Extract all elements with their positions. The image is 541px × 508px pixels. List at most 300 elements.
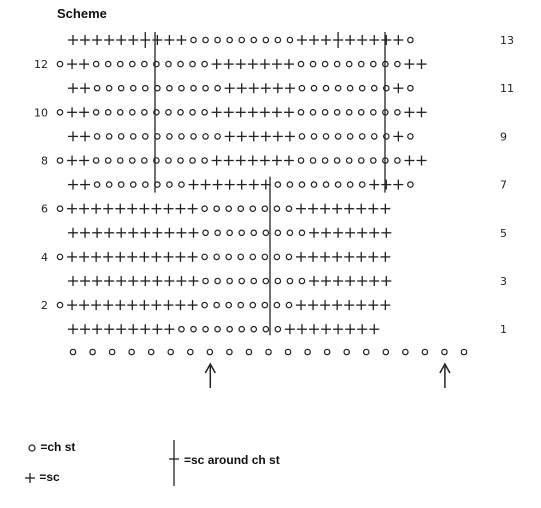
ch-stitch — [106, 158, 111, 163]
sc-stitch — [116, 276, 126, 286]
single-crochet-icon — [24, 472, 36, 484]
sc-stitch — [393, 35, 403, 45]
ch-stitch — [94, 182, 99, 187]
sc-stitch — [92, 35, 102, 45]
ch-stitch — [372, 134, 377, 139]
sc-stitch — [104, 324, 114, 334]
row-number: 2 — [41, 299, 48, 313]
ch-stitch — [347, 158, 352, 163]
sc-stitch — [261, 83, 271, 93]
sc-stitch — [369, 276, 379, 286]
sc-stitch — [417, 107, 427, 117]
sc-stitch — [115, 204, 125, 214]
sc-stitch — [79, 59, 89, 69]
ch-stitch — [94, 134, 99, 139]
sc-stitch — [333, 276, 343, 286]
ch-stitch — [371, 61, 376, 66]
ch-stitch — [347, 86, 352, 91]
sc-stitch — [308, 300, 318, 310]
sc-stitch — [188, 204, 198, 214]
ch-stitch — [239, 230, 244, 235]
ch-stitch — [311, 134, 316, 139]
sc-stitch — [357, 35, 367, 45]
sc-stitch — [151, 252, 161, 262]
sc-stitch — [80, 35, 90, 45]
ch-stitch — [360, 182, 365, 187]
sc-stitch — [248, 59, 258, 69]
sc-stitch — [272, 107, 282, 117]
ch-stitch — [274, 254, 279, 259]
sc-stitch — [320, 204, 330, 214]
ch-stitch — [311, 182, 316, 187]
sc-stitch — [80, 131, 90, 141]
sc-stitch — [344, 252, 354, 262]
row-number: 10 — [34, 106, 48, 120]
ch-stitch — [324, 349, 329, 354]
ch-stitch — [227, 349, 232, 354]
sc-stitch — [151, 300, 161, 310]
ch-stitch — [311, 86, 316, 91]
ch-stitch — [359, 158, 364, 163]
ch-stitch — [106, 61, 111, 66]
ch-stitch — [371, 110, 376, 115]
sc-stitch — [140, 324, 150, 334]
ch-stitch — [142, 61, 147, 66]
sc-stitch — [333, 324, 343, 334]
ch-stitch — [118, 110, 123, 115]
sc-stitch — [369, 35, 379, 45]
sc-stitch — [368, 252, 378, 262]
ch-stitch — [129, 349, 134, 354]
ch-stitch — [262, 302, 267, 307]
ch-stitch — [202, 302, 207, 307]
ch-stitch — [322, 110, 327, 115]
ch-stitch — [299, 278, 304, 283]
sc-stitch — [248, 107, 258, 117]
ch-stitch — [251, 327, 256, 332]
ch-stitch — [299, 86, 304, 91]
ch-stitch — [57, 61, 62, 66]
sc-stitch — [67, 59, 77, 69]
sc-stitch — [393, 180, 403, 190]
sc-stitch — [67, 107, 77, 117]
sc-stitch — [260, 59, 270, 69]
sc-stitch — [139, 300, 149, 310]
ch-stitch — [179, 134, 184, 139]
ch-stitch — [131, 182, 136, 187]
ch-stitch — [266, 349, 271, 354]
sc-stitch — [356, 204, 366, 214]
sc-stitch — [417, 59, 427, 69]
sc-stitch — [321, 276, 331, 286]
ch-stitch — [347, 61, 352, 66]
sc-stitch — [128, 276, 138, 286]
legend-ch-label: =ch st — [40, 440, 76, 454]
sc-stitch — [320, 300, 330, 310]
ch-stitch — [57, 158, 62, 163]
sc-stitch — [249, 131, 259, 141]
sc-stitch — [224, 59, 234, 69]
ch-stitch — [191, 86, 196, 91]
sc-stitch — [67, 252, 77, 262]
ch-stitch — [299, 182, 304, 187]
sc-stitch — [67, 204, 77, 214]
ch-stitch — [334, 61, 339, 66]
sc-stitch — [68, 180, 78, 190]
sc-stitch — [164, 228, 174, 238]
ch-stitch — [202, 158, 207, 163]
sc-stitch — [417, 156, 427, 166]
row-number: 9 — [500, 130, 507, 144]
ch-stitch — [203, 278, 208, 283]
ch-stitch — [57, 110, 62, 115]
ch-stitch — [130, 110, 135, 115]
sc-stitch — [273, 83, 283, 93]
sc-stitch — [139, 204, 149, 214]
ch-stitch — [275, 327, 280, 332]
sc-stitch — [68, 276, 78, 286]
sc-stitch — [369, 228, 379, 238]
ch-stitch — [203, 134, 208, 139]
sc-stitch — [80, 324, 90, 334]
sc-around-ch-icon — [168, 440, 180, 486]
sc-stitch — [344, 300, 354, 310]
ch-stitch — [226, 206, 231, 211]
sc-stitch — [260, 107, 270, 117]
ch-stitch — [238, 254, 243, 259]
ch-stitch — [286, 206, 291, 211]
ch-stitch — [179, 86, 184, 91]
sc-stitch — [79, 204, 89, 214]
ch-stitch — [298, 61, 303, 66]
row-number: 3 — [500, 275, 507, 288]
row-number: 4 — [41, 250, 48, 264]
ch-stitch — [285, 349, 290, 354]
sc-stitch — [79, 252, 89, 262]
ch-stitch — [166, 61, 171, 66]
sc-stitch — [128, 228, 138, 238]
sc-stitch — [321, 228, 331, 238]
ch-stitch — [286, 302, 291, 307]
ch-stitch — [118, 158, 123, 163]
sc-stitch — [332, 204, 342, 214]
ch-stitch — [310, 61, 315, 66]
sc-stitch — [79, 107, 89, 117]
sc-stitch — [92, 324, 102, 334]
sc-stitch — [261, 131, 271, 141]
ch-stitch — [251, 37, 256, 42]
ch-stitch — [119, 182, 124, 187]
sc-stitch — [91, 300, 101, 310]
ch-stitch — [250, 254, 255, 259]
ch-stitch — [359, 61, 364, 66]
sc-stitch — [80, 83, 90, 93]
ch-stitch — [287, 37, 292, 42]
ch-stitch — [364, 349, 369, 354]
ch-stitch — [106, 182, 111, 187]
sc-stitch — [91, 204, 101, 214]
ch-stitch — [167, 134, 172, 139]
sc-stitch — [236, 107, 246, 117]
ch-stitch — [275, 278, 280, 283]
ch-stitch — [322, 61, 327, 66]
sc-stitch — [236, 59, 246, 69]
ch-stitch — [310, 110, 315, 115]
ch-stitch — [403, 349, 408, 354]
legend-sc — [24, 470, 60, 484]
sc-stitch — [296, 204, 306, 214]
sc-stitch — [225, 131, 235, 141]
ch-stitch — [287, 278, 292, 283]
sc-stitch — [261, 180, 271, 190]
ch-stitch — [215, 230, 220, 235]
sc-stitch — [237, 83, 247, 93]
sc-stitch — [380, 252, 390, 262]
ch-stitch — [190, 110, 195, 115]
ch-stitch — [262, 206, 267, 211]
ch-stitch — [263, 278, 268, 283]
sc-stitch — [333, 228, 343, 238]
sc-stitch — [68, 324, 78, 334]
ch-stitch — [344, 349, 349, 354]
sc-stitch — [308, 204, 318, 214]
ch-stitch — [347, 182, 352, 187]
sc-stitch — [128, 324, 138, 334]
sc-stitch — [104, 276, 114, 286]
sc-stitch — [368, 300, 378, 310]
sc-stitch — [79, 300, 89, 310]
sc-stitch — [357, 276, 367, 286]
ch-stitch — [287, 230, 292, 235]
sc-stitch — [140, 276, 150, 286]
ch-stitch — [383, 349, 388, 354]
ch-stitch — [335, 182, 340, 187]
ch-stitch — [334, 158, 339, 163]
ch-stitch — [202, 206, 207, 211]
ch-stitch — [299, 230, 304, 235]
sc-stitch — [404, 107, 414, 117]
sc-stitch — [404, 59, 414, 69]
ch-stitch — [215, 278, 220, 283]
sc-stitch — [176, 204, 186, 214]
ch-stitch — [93, 61, 98, 66]
ch-stitch — [130, 61, 135, 66]
ch-stitch — [250, 302, 255, 307]
sc-stitch — [188, 252, 198, 262]
row-number: 7 — [500, 178, 507, 192]
sc-stitch — [152, 324, 162, 334]
sc-stitch — [225, 180, 235, 190]
ch-stitch — [408, 182, 413, 187]
sc-stitch — [163, 252, 173, 262]
row-number: 5 — [500, 226, 507, 240]
ch-stitch — [347, 134, 352, 139]
sc-stitch — [249, 83, 259, 93]
sc-stitch — [225, 83, 235, 93]
ch-stitch — [298, 158, 303, 163]
ch-stitch — [57, 206, 62, 211]
ch-stitch — [106, 110, 111, 115]
sc-stitch — [176, 252, 186, 262]
sc-stitch — [285, 83, 295, 93]
sc-stitch — [176, 228, 186, 238]
ch-stitch — [251, 230, 256, 235]
ch-stitch — [239, 37, 244, 42]
ch-stitch — [106, 86, 111, 91]
ch-stitch — [215, 37, 220, 42]
sc-stitch — [321, 324, 331, 334]
ch-stitch — [395, 158, 400, 163]
sc-stitch — [321, 35, 331, 45]
sc-stitch — [91, 252, 101, 262]
sc-stitch — [116, 228, 126, 238]
sc-stitch — [345, 276, 355, 286]
ch-stitch — [202, 61, 207, 66]
ch-stitch — [202, 254, 207, 259]
ch-stitch — [190, 61, 195, 66]
ch-stitch — [166, 110, 171, 115]
ch-stitch — [251, 278, 256, 283]
ch-stitch — [215, 134, 220, 139]
ch-stitch — [359, 110, 364, 115]
ch-stitch — [143, 182, 148, 187]
ch-stitch — [395, 110, 400, 115]
sc-stitch — [189, 228, 199, 238]
sc-stitch — [103, 204, 113, 214]
ch-stitch — [214, 302, 219, 307]
ch-stitch — [166, 158, 171, 163]
sc-stitch — [297, 324, 307, 334]
ch-stitch — [323, 182, 328, 187]
ch-stitch — [70, 349, 75, 354]
ch-stitch — [142, 158, 147, 163]
sc-stitch — [127, 252, 137, 262]
ch-stitch — [335, 134, 340, 139]
sc-stitch — [152, 35, 162, 45]
sc-stitch — [345, 324, 355, 334]
sc-stitch — [68, 83, 78, 93]
sc-stitch — [68, 35, 78, 45]
ch-stitch — [226, 254, 231, 259]
ch-stitch — [167, 182, 172, 187]
ch-stitch — [372, 86, 377, 91]
ch-stitch — [202, 110, 207, 115]
sc-stitch — [188, 300, 198, 310]
sc-stitch — [68, 228, 78, 238]
ch-stitch — [214, 254, 219, 259]
sc-stitch — [189, 276, 199, 286]
ch-stitch — [323, 134, 328, 139]
sc-stitch — [139, 252, 149, 262]
ch-stitch — [119, 134, 124, 139]
ch-stitch — [178, 110, 183, 115]
sc-stitch — [68, 131, 78, 141]
legend-ch — [27, 440, 75, 454]
ch-stitch — [227, 278, 232, 283]
sc-stitch — [381, 276, 391, 286]
sc-stitch — [152, 228, 162, 238]
ch-stitch — [215, 86, 220, 91]
row-number: 12 — [34, 58, 48, 72]
ch-stitch — [178, 158, 183, 163]
ch-stitch — [57, 254, 62, 259]
ch-stitch — [334, 110, 339, 115]
ch-stitch — [263, 37, 268, 42]
sc-stitch — [80, 276, 90, 286]
sc-stitch — [332, 300, 342, 310]
sc-stitch — [176, 276, 186, 286]
sc-stitch — [237, 131, 247, 141]
sc-stitch — [344, 204, 354, 214]
ch-stitch — [360, 86, 365, 91]
sc-stitch — [380, 204, 390, 214]
ch-stitch — [371, 158, 376, 163]
sc-stitch — [309, 35, 319, 45]
sc-stitch — [79, 156, 89, 166]
row-number: 1 — [500, 323, 507, 337]
ch-stitch — [246, 349, 251, 354]
sc-stitch — [272, 59, 282, 69]
ch-stitch — [274, 302, 279, 307]
ch-stitch — [227, 230, 232, 235]
sc-stitch — [296, 300, 306, 310]
sc-stitch — [116, 324, 126, 334]
ch-stitch — [461, 349, 466, 354]
sc-stitch — [152, 276, 162, 286]
sc-stitch — [380, 300, 390, 310]
ch-stitch — [143, 134, 148, 139]
sc-stitch — [236, 156, 246, 166]
ch-stitch — [347, 110, 352, 115]
sc-stitch — [212, 107, 222, 117]
sc-stitch — [356, 252, 366, 262]
row-number: 11 — [500, 82, 514, 96]
ch-stitch — [238, 302, 243, 307]
scheme-title: Scheme — [57, 6, 107, 21]
sc-stitch — [273, 131, 283, 141]
sc-stitch — [104, 228, 114, 238]
sc-stitch — [308, 252, 318, 262]
ch-stitch — [179, 327, 184, 332]
sc-stitch — [369, 324, 379, 334]
ch-stitch — [322, 158, 327, 163]
ch-stitch — [215, 327, 220, 332]
ch-stitch — [310, 158, 315, 163]
ch-stitch — [130, 158, 135, 163]
sc-stitch — [309, 324, 319, 334]
row-number: 13 — [500, 34, 514, 47]
ch-stitch — [395, 61, 400, 66]
ch-stitch — [94, 86, 99, 91]
ch-stitch — [227, 37, 232, 42]
ch-stitch — [191, 327, 196, 332]
ch-stitch — [238, 206, 243, 211]
sc-stitch — [127, 300, 137, 310]
ch-stitch — [109, 349, 114, 354]
sc-stitch — [284, 59, 294, 69]
ch-stitch — [203, 230, 208, 235]
ch-stitch — [299, 134, 304, 139]
ch-stitch — [286, 254, 291, 259]
sc-stitch — [248, 156, 258, 166]
ch-stitch — [408, 86, 413, 91]
sc-stitch — [201, 180, 211, 190]
ch-stitch — [207, 349, 212, 354]
sc-stitch — [237, 180, 247, 190]
ch-stitch — [250, 206, 255, 211]
ch-stitch — [106, 134, 111, 139]
sc-stitch — [296, 252, 306, 262]
